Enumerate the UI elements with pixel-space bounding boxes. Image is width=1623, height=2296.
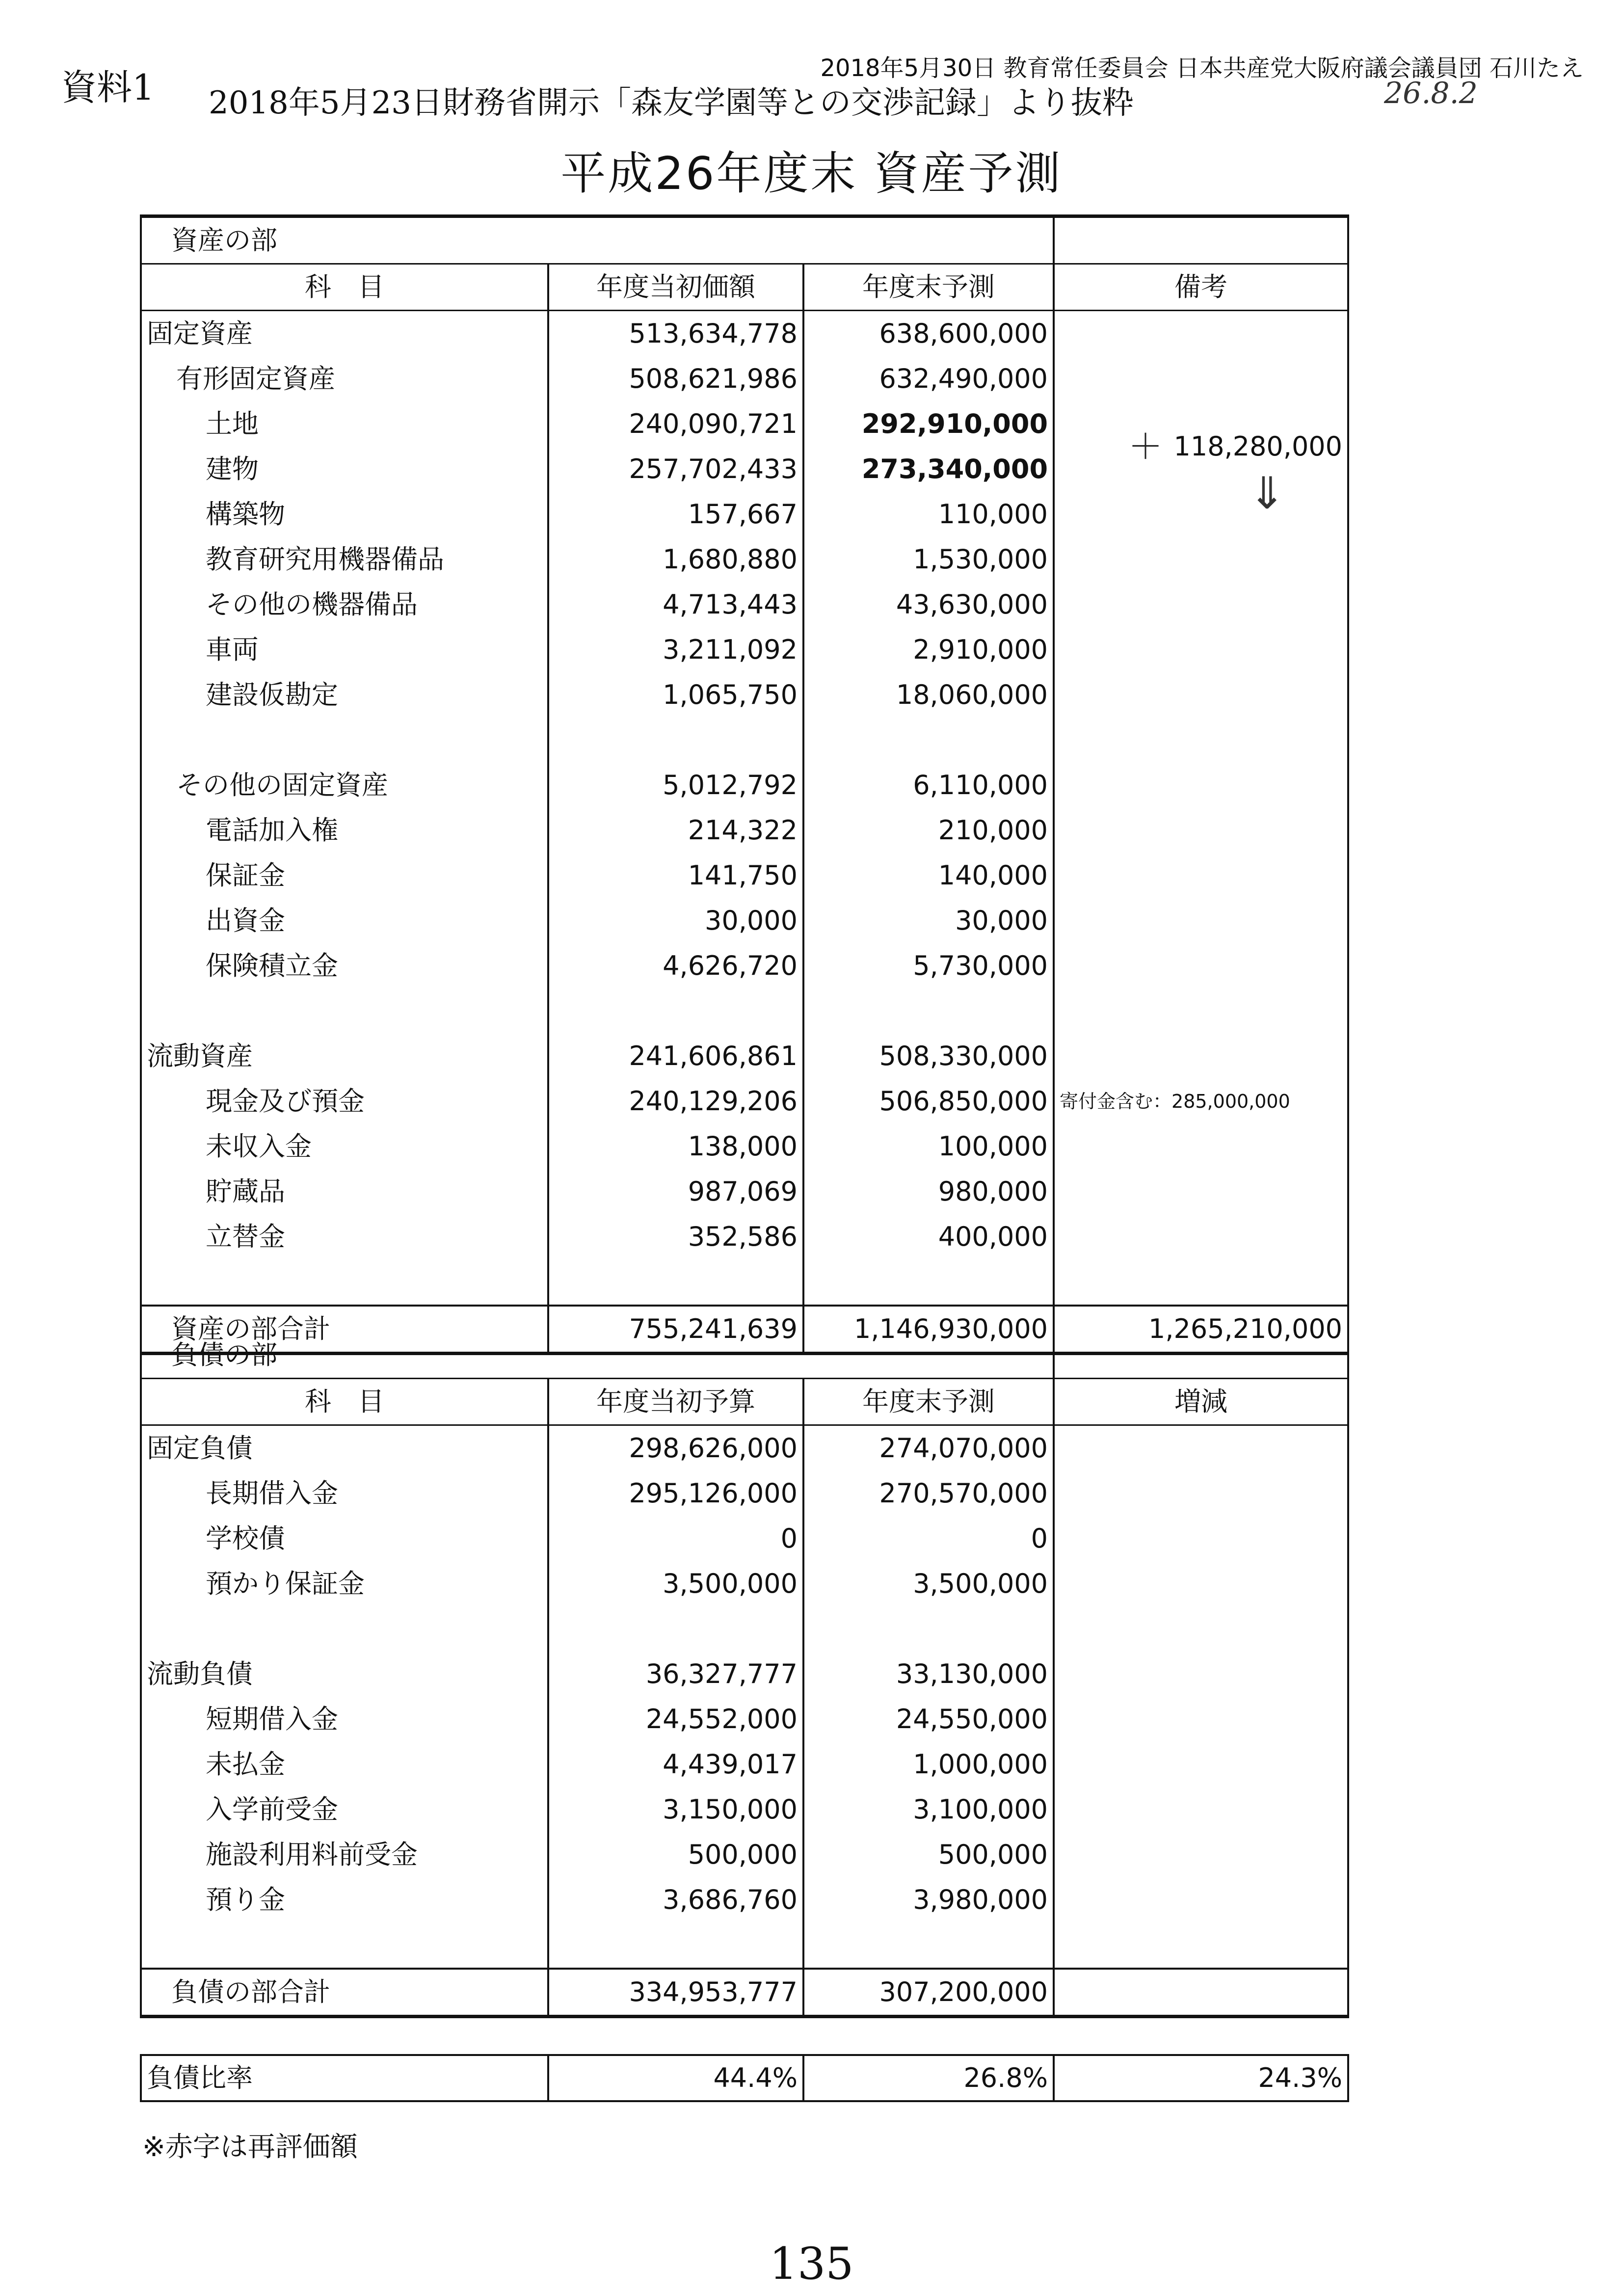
assets-section-row: [141, 216, 1348, 264]
row-initial: 4,713,443: [548, 582, 803, 627]
blank-row: [141, 1606, 1348, 1652]
row-label: 立替金: [141, 1214, 548, 1259]
debt-ratio-table: [140, 2054, 1349, 2102]
row-label: 流動資産: [141, 1034, 548, 1079]
row-label: 未払金: [141, 1742, 548, 1787]
source-line: 2018年5月23日財務省開示「森友学園等との交渉記録」より抜粋: [209, 85, 1134, 121]
assets-table: [140, 214, 1349, 1355]
row-forecast: 1,000,000: [803, 1742, 1054, 1787]
liabilities-total-row: [141, 1969, 1348, 2017]
page-title: 平成26年度末 資産予測: [560, 147, 1063, 200]
blank-row: [141, 1259, 1348, 1306]
table-row: [141, 853, 1348, 898]
table-row: [141, 1742, 1348, 1787]
row-forecast: 3,500,000: [803, 1561, 1054, 1606]
row-label: 流動負債: [141, 1652, 548, 1697]
liabilities-section-row: [141, 1333, 1348, 1379]
row-initial: 257,702,433: [548, 447, 803, 492]
row-label: 預り金: [141, 1877, 548, 1922]
table-row: [141, 1034, 1348, 1079]
row-initial: 3,500,000: [548, 1561, 803, 1606]
table-row: [141, 808, 1348, 853]
total-initial: 334,953,777: [548, 1969, 803, 2017]
row-initial: 1,065,750: [548, 672, 803, 718]
table-row: [141, 1561, 1348, 1606]
table-row: [141, 492, 1348, 537]
row-initial: 4,439,017: [548, 1742, 803, 1787]
row-forecast: 638,600,000: [803, 311, 1054, 357]
total-label: 資産の部合計: [141, 1306, 548, 1354]
table-row: [141, 582, 1348, 627]
table-row: [141, 1832, 1348, 1877]
row-label: 預かり保証金: [141, 1561, 548, 1606]
row-label: 施設利用料前受金: [141, 1832, 548, 1877]
table-row: [141, 1214, 1348, 1259]
row-initial: 298,626,000: [548, 1425, 803, 1471]
row-label: その他の固定資産: [141, 763, 548, 808]
row-forecast: 30,000: [803, 898, 1054, 943]
row-initial: 508,621,986: [548, 356, 803, 401]
assets-section-label: 資産の部: [141, 216, 1054, 264]
header-attribution: 2018年5月30日 教育常任委員会 日本共産党大阪府議会議員団 石川たえ: [820, 54, 1584, 82]
row-forecast: 270,570,000: [803, 1471, 1054, 1516]
row-initial: 352,586: [548, 1214, 803, 1259]
row-forecast: 273,340,000: [803, 447, 1054, 492]
row-initial: 240,129,206: [548, 1079, 803, 1124]
header-remarks: 備考: [1054, 264, 1348, 311]
table-row: [141, 311, 1348, 357]
row-initial: 241,606,861: [548, 1034, 803, 1079]
remark-value: 118,280,000: [1173, 431, 1343, 462]
row-forecast: 0: [803, 1516, 1054, 1561]
row-label: 貯蔵品: [141, 1169, 548, 1214]
row-label: 構築物: [141, 492, 548, 537]
row-forecast: 3,980,000: [803, 1877, 1054, 1922]
row-label: 建設仮勘定: [141, 672, 548, 718]
table-row: [141, 1425, 1348, 1471]
row-initial: 157,667: [548, 492, 803, 537]
row-label: 教育研究用機器備品: [141, 537, 548, 582]
row-forecast: 18,060,000: [803, 672, 1054, 718]
liabilities-header-row: [141, 1379, 1348, 1425]
ratio-label: 負債比率: [141, 2055, 548, 2101]
blank-row: [141, 718, 1348, 763]
down-arrow-icon: ⇓: [1249, 468, 1286, 519]
row-forecast: 33,130,000: [803, 1652, 1054, 1697]
table-row: [141, 401, 1348, 447]
row-initial: 513,634,778: [548, 311, 803, 357]
row-label: 保証金: [141, 853, 548, 898]
row-initial: 1,680,880: [548, 537, 803, 582]
row-forecast: 400,000: [803, 1214, 1054, 1259]
row-label: 固定負債: [141, 1425, 548, 1471]
row-forecast: 6,110,000: [803, 763, 1054, 808]
blank-row: [141, 988, 1348, 1034]
header-item: 科 目: [141, 1379, 548, 1425]
row-initial: 0: [548, 1516, 803, 1561]
table-row: [141, 627, 1348, 672]
row-initial: 3,686,760: [548, 1877, 803, 1922]
row-forecast: 508,330,000: [803, 1034, 1054, 1079]
row-forecast: 100,000: [803, 1124, 1054, 1169]
liabilities-table: [140, 1333, 1349, 2018]
table-row: [141, 1877, 1348, 1922]
row-label: 短期借入金: [141, 1697, 548, 1742]
ratio-remark: 24.3%: [1054, 2055, 1348, 2101]
liabilities-section-label: 負債の部: [141, 1333, 1054, 1379]
assets-header-row: [141, 264, 1348, 311]
row-forecast: 43,630,000: [803, 582, 1054, 627]
row-initial: 240,090,721: [548, 401, 803, 447]
row-forecast: 292,910,000: [803, 401, 1054, 447]
row-label: 長期借入金: [141, 1471, 548, 1516]
row-initial: 5,012,792: [548, 763, 803, 808]
row-initial: 295,126,000: [548, 1471, 803, 1516]
total-initial: 755,241,639: [548, 1306, 803, 1354]
row-label: 土地: [141, 401, 548, 447]
table-row: [141, 356, 1348, 401]
table-row: [141, 1652, 1348, 1697]
row-initial: 214,322: [548, 808, 803, 853]
row-label: 電話加入権: [141, 808, 548, 853]
row-initial: 30,000: [548, 898, 803, 943]
row-label: 学校債: [141, 1516, 548, 1561]
table-row: [141, 447, 1348, 492]
row-forecast: 500,000: [803, 1832, 1054, 1877]
header-item: 科 目: [141, 264, 548, 311]
debt-ratio-row: [141, 2055, 1348, 2101]
row-label: 保険積立金: [141, 943, 548, 988]
footnote: ※赤字は再評価額: [142, 2131, 358, 2163]
table-row: [141, 1787, 1348, 1832]
document-label: 資料1: [61, 67, 155, 108]
table-row: [141, 898, 1348, 943]
row-forecast: 5,730,000: [803, 943, 1054, 988]
remark-note: 寄付金含む：285,000,000: [1054, 1079, 1348, 1124]
total-forecast: 307,200,000: [803, 1969, 1054, 2017]
header-change: 増減: [1054, 1379, 1348, 1425]
table-row: [141, 943, 1348, 988]
blank-row: [141, 1922, 1348, 1969]
row-forecast: 980,000: [803, 1169, 1054, 1214]
row-forecast: 210,000: [803, 808, 1054, 853]
row-initial: 138,000: [548, 1124, 803, 1169]
row-forecast: 274,070,000: [803, 1425, 1054, 1471]
row-label: その他の機器備品: [141, 582, 548, 627]
table-row: [141, 1124, 1348, 1169]
row-initial: 3,150,000: [548, 1787, 803, 1832]
row-label: 有形固定資産: [141, 356, 548, 401]
header-initial: 年度当初予算: [548, 1379, 803, 1425]
total-remark: 1,265,210,000: [1054, 1306, 1348, 1354]
row-label: 建物: [141, 447, 548, 492]
total-label: 負債の部合計: [141, 1969, 548, 2017]
row-label: 出資金: [141, 898, 548, 943]
table-row: [141, 1169, 1348, 1214]
row-forecast: 632,490,000: [803, 356, 1054, 401]
header-forecast: 年度末予測: [803, 264, 1054, 311]
row-forecast: 2,910,000: [803, 627, 1054, 672]
row-forecast: 24,550,000: [803, 1697, 1054, 1742]
row-forecast: 1,530,000: [803, 537, 1054, 582]
total-forecast: 1,146,930,000: [803, 1306, 1054, 1354]
header-forecast: 年度末予測: [803, 1379, 1054, 1425]
row-initial: 987,069: [548, 1169, 803, 1214]
row-initial: 24,552,000: [548, 1697, 803, 1742]
table-row: [141, 672, 1348, 718]
header-initial: 年度当初価額: [548, 264, 803, 311]
table-row: [141, 537, 1348, 582]
table-row: [141, 1697, 1348, 1742]
row-initial: 141,750: [548, 853, 803, 898]
row-label: 入学前受金: [141, 1787, 548, 1832]
plus-mark-icon: ＋: [1128, 427, 1163, 467]
table-row: [141, 763, 1348, 808]
row-initial: 500,000: [548, 1832, 803, 1877]
row-forecast: 110,000: [803, 492, 1054, 537]
row-initial: 4,626,720: [548, 943, 803, 988]
row-label: 未収入金: [141, 1124, 548, 1169]
row-forecast: 140,000: [803, 853, 1054, 898]
row-label: 車両: [141, 627, 548, 672]
row-initial: 36,327,777: [548, 1652, 803, 1697]
handwritten-date: 26.8.2: [1384, 76, 1478, 110]
page-number: 135: [769, 2238, 854, 2290]
table-row: [141, 1516, 1348, 1561]
table-row: [141, 1471, 1348, 1516]
row-forecast: 506,850,000: [803, 1079, 1054, 1124]
row-label: 現金及び預金: [141, 1079, 548, 1124]
table-row: [141, 1079, 1348, 1124]
row-initial: 3,211,092: [548, 627, 803, 672]
row-label: 固定資産: [141, 311, 548, 357]
row-remark: [1054, 401, 1348, 467]
ratio-forecast: 26.8%: [803, 2055, 1054, 2101]
ratio-initial: 44.4%: [548, 2055, 803, 2101]
row-forecast: 3,100,000: [803, 1787, 1054, 1832]
